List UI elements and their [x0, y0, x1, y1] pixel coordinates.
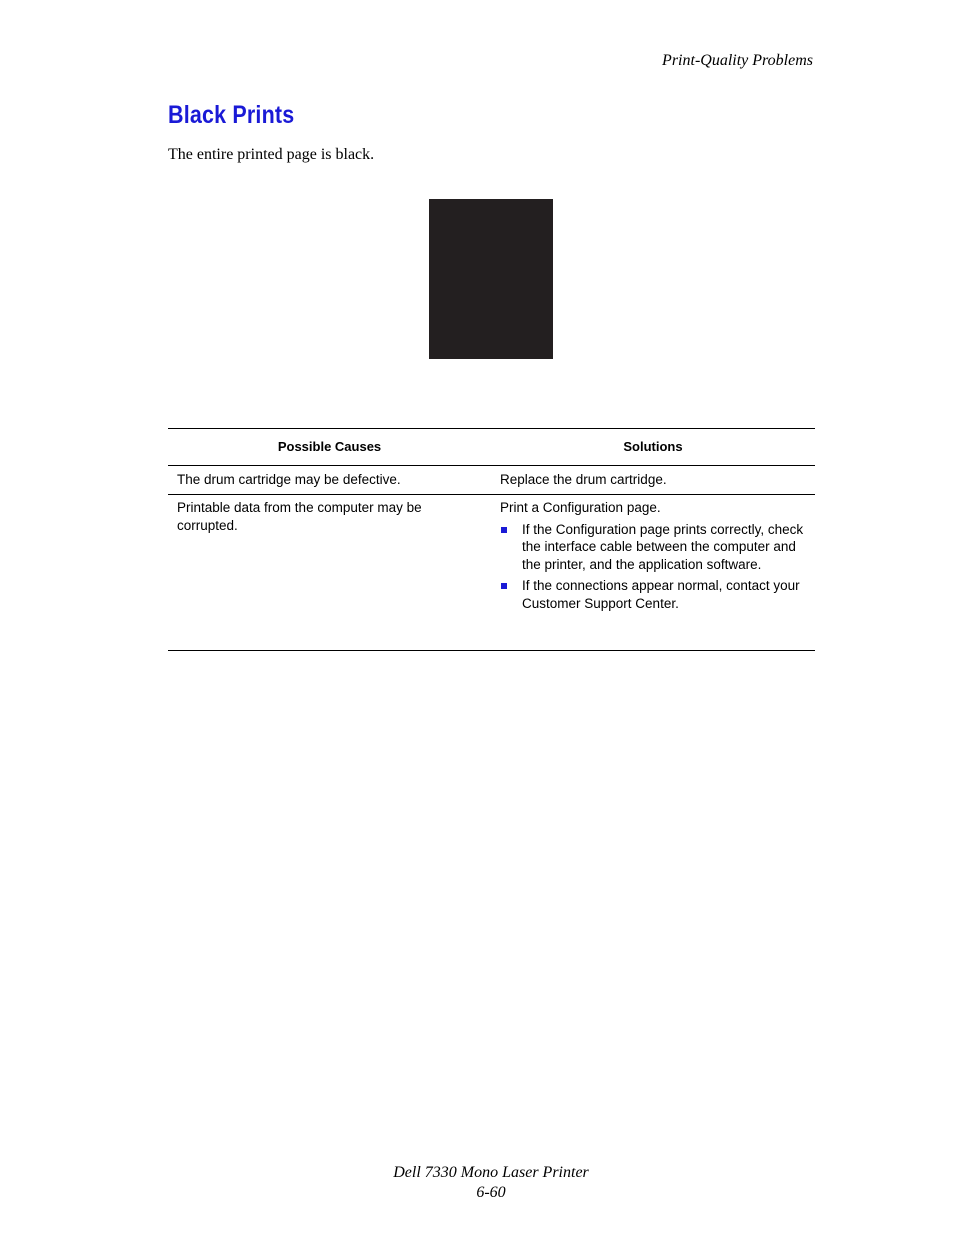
table-row [168, 494, 815, 651]
cause-cell: Printable data from the computer may be corrupted. [177, 500, 422, 533]
section-title: Black Prints [168, 101, 295, 129]
running-header: Print-Quality Problems [662, 52, 813, 69]
bullet-text: If the Configuration page prints correctly, check the interface cable between the computer and the printer, and the application software. [522, 521, 804, 572]
page-footer [0, 1163, 954, 1203]
square-bullet-icon [501, 527, 507, 533]
list-item [500, 577, 805, 612]
square-bullet-icon [501, 583, 507, 589]
table-row [168, 465, 815, 495]
bullet-text: If the connections appear normal, contact your Customer Support Center. [522, 578, 800, 611]
footer-product-name: Dell 7330 Mono Laser Printer [393, 1164, 589, 1181]
solution-cell [491, 495, 815, 650]
cause-cell: The drum cartridge may be defective. [177, 471, 401, 487]
column-header-solutions: Solutions [623, 439, 683, 454]
column-header-causes: Possible Causes [277, 439, 382, 454]
table-header-row [168, 428, 815, 465]
intro-text: The entire printed page is black. [168, 146, 375, 163]
footer-page-number: 6-60 [476, 1184, 506, 1201]
solution-cell: Replace the drum cartridge. [500, 471, 667, 487]
troubleshooting-table [168, 428, 815, 651]
solution-bullet-list [500, 521, 805, 613]
solution-text: Print a Configuration page. [500, 500, 661, 515]
list-item [500, 521, 805, 574]
black-page-sample-image [429, 199, 553, 359]
